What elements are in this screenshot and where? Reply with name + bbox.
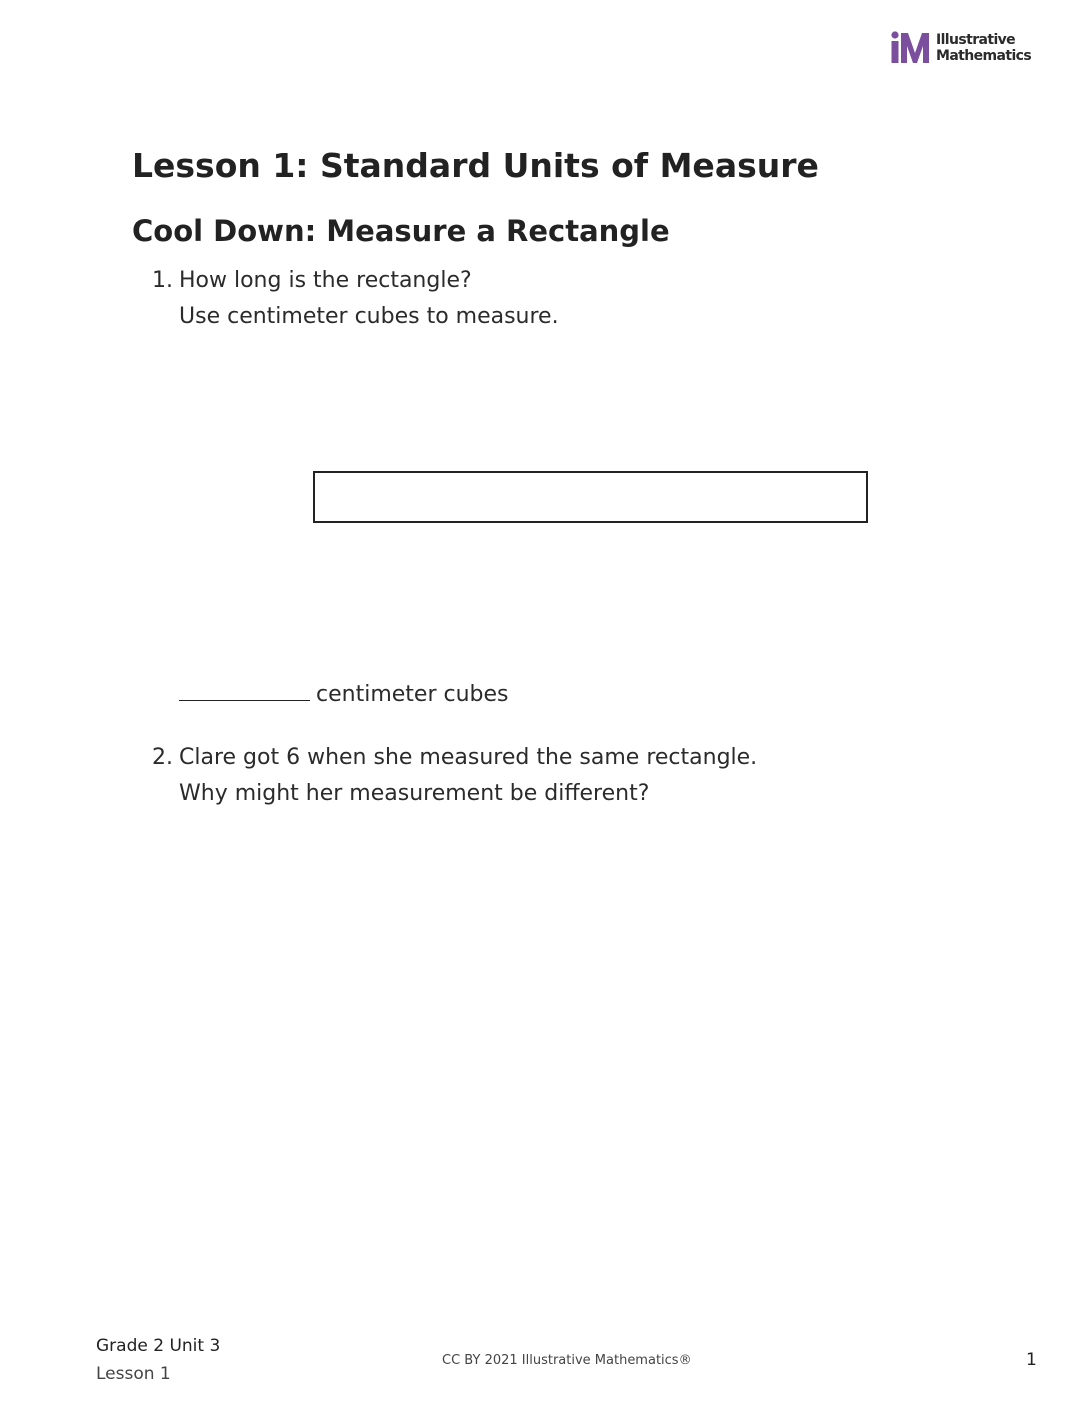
question-2-line-2: Why might her measurement be different? xyxy=(179,781,650,806)
logo-text-line1: Illustrative xyxy=(936,32,1016,48)
question-2-number: 2. xyxy=(152,745,173,770)
im-logo-icon xyxy=(890,31,934,65)
lesson-title: Lesson 1: Standard Units of Measure xyxy=(132,146,819,185)
logo-text-line2: Mathematics xyxy=(936,48,1032,64)
question-1 xyxy=(152,263,559,335)
answer-blank[interactable] xyxy=(179,674,310,701)
question-1-line-2: Use centimeter cubes to measure. xyxy=(179,304,559,329)
question-2 xyxy=(152,740,758,812)
rectangle-to-measure xyxy=(313,471,868,523)
question-1-number: 1. xyxy=(152,268,173,293)
question-1-line-1: How long is the rectangle? xyxy=(179,268,472,293)
illustrative-mathematics-logo xyxy=(890,31,1040,67)
footer-page-number: 1 xyxy=(1026,1350,1037,1370)
answer-line xyxy=(179,674,508,713)
answer-suffix: centimeter cubes xyxy=(316,682,509,707)
footer-lesson: Lesson 1 xyxy=(96,1364,171,1384)
question-2-line-1: Clare got 6 when she measured the same rectangle. xyxy=(179,745,758,770)
section-title: Cool Down: Measure a Rectangle xyxy=(132,214,670,248)
footer-copyright: CC BY 2021 Illustrative Mathematics® xyxy=(442,1353,692,1368)
footer-grade-unit: Grade 2 Unit 3 xyxy=(96,1336,221,1356)
